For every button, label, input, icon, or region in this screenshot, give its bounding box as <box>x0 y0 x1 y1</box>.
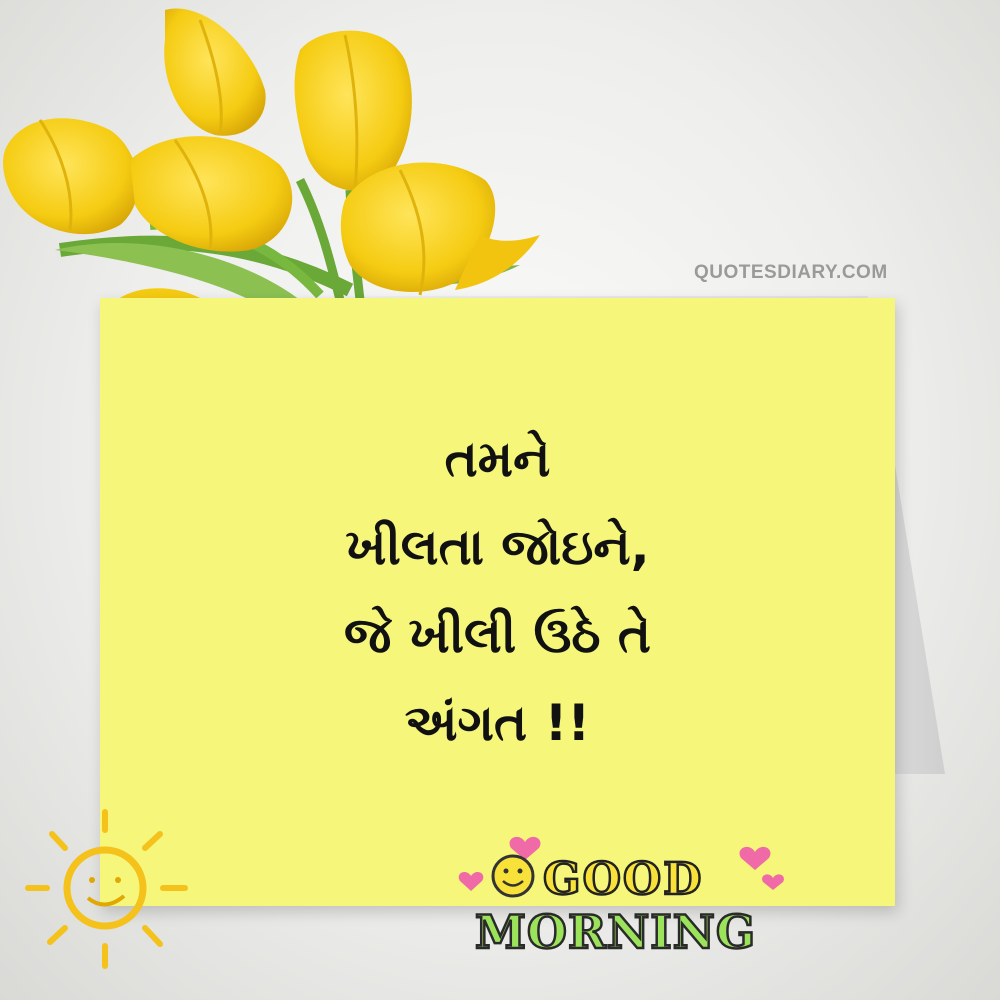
quote-text <box>100 415 895 767</box>
watermark: QUOTESDIARY.COM <box>694 262 888 283</box>
greeting-line-good: GOOD <box>543 854 704 905</box>
heart-icon <box>762 874 784 890</box>
tulip-5 <box>341 163 540 295</box>
quote-line: અંગત !! <box>404 694 591 752</box>
tulip-3 <box>130 136 292 251</box>
smiling-sun-icon <box>20 800 200 980</box>
heart-icon <box>740 847 771 870</box>
good-morning-badge <box>455 820 815 960</box>
yellow-tulips <box>0 0 560 310</box>
quote-line: ખીલતા જોઇને, <box>345 518 650 576</box>
quote-line: તમને <box>444 430 551 488</box>
heart-icon <box>459 872 484 891</box>
smiley-icon <box>493 856 533 896</box>
tulip-2 <box>164 8 265 135</box>
quote-line: જે ખીલી ઉઠે તે <box>343 606 652 664</box>
tulip-1 <box>3 118 138 234</box>
greeting-line-morning: MORNING <box>475 905 757 959</box>
